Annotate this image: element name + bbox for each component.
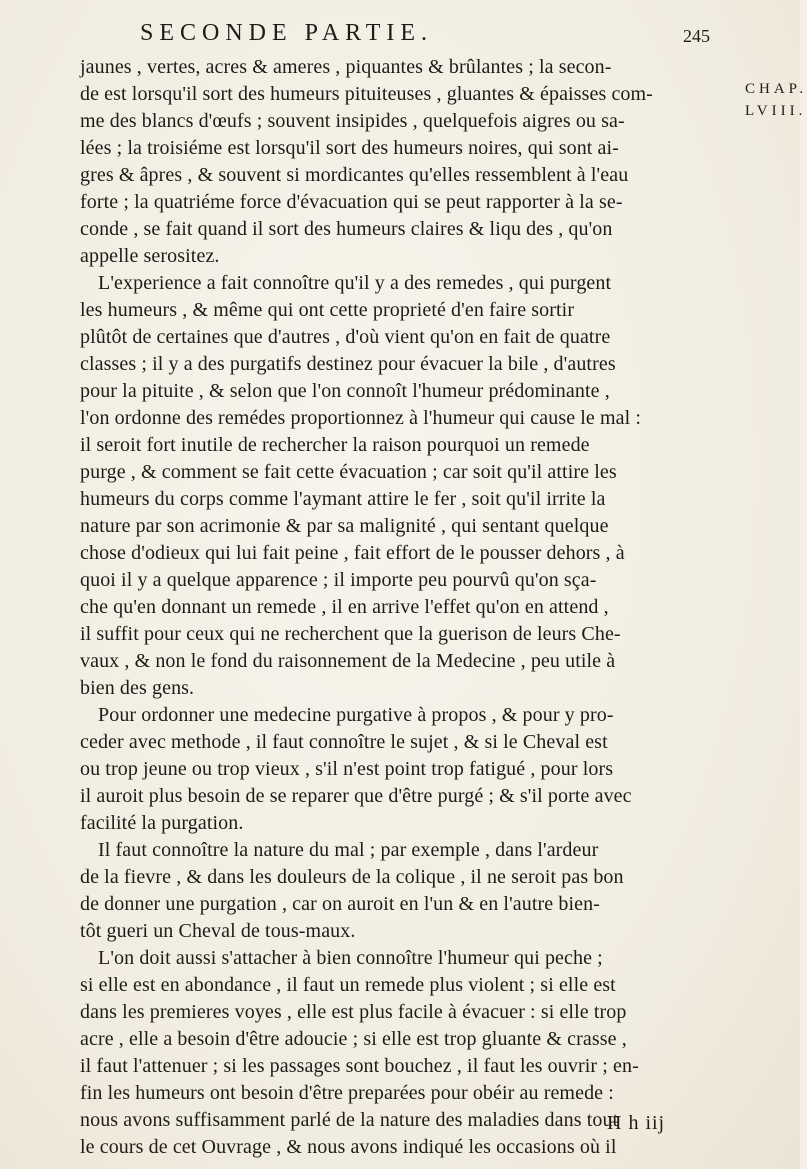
text-line: L'on doit aussi s'attacher à bien connoître l'humeur qui peche ;	[98, 947, 603, 969]
page-number: 245	[683, 26, 710, 46]
text-line: me des blancs d'œufs ; souvent insipides , quelquefois aigres ou sa-	[80, 110, 625, 132]
text-line: quoi il y a quelque apparence ; il importe peu pourvû qu'on sça-	[80, 569, 597, 591]
text-line: de la fievre , & dans les douleurs de la colique , il ne seroit pas bon	[80, 866, 624, 888]
text-line: si elle est en abondance , il faut un remede plus violent ; si elle est	[80, 974, 616, 996]
text-line: L'experience a fait connoître qu'il y a des remedes , qui purgent	[98, 272, 612, 294]
chapter-number: LVIII.	[745, 103, 807, 119]
text-line: purge , & comment se fait cette évacuation ; car soit qu'il attire les	[80, 461, 617, 483]
text-line: appelle serositez.	[80, 245, 220, 267]
page-header	[140, 20, 710, 52]
text-line: gres & âpres , & souvent si mordicantes qu'elles ressemblent à l'eau	[80, 164, 629, 186]
body-text	[80, 54, 735, 1161]
text-line: il faut l'attenuer ; si les passages sont bouchez , il faut les ouvrir ; en-	[80, 1055, 639, 1077]
signature-mark: H h iij	[607, 1112, 666, 1134]
text-line: conde , se fait quand il sort des humeurs claires & liqu des , qu'on	[80, 218, 613, 240]
text-line: classes ; il y a des purgatifs destinez pour évacuer la bile , d'autres	[80, 353, 616, 375]
text-line: plûtôt de certaines que d'autres , d'où vient qu'on en fait de quatre	[80, 326, 611, 348]
text-line: humeurs du corps comme l'aymant attire le fer , soit qu'il irrite la	[80, 488, 606, 510]
text-line: nous avons suffisamment parlé de la nature des maladies dans tout	[80, 1109, 619, 1131]
text-line: vaux , & non le fond du raisonnement de la Medecine , peu utile à	[80, 650, 616, 672]
text-line: bien des gens.	[80, 677, 195, 699]
text-line: l'on ordonne des remédes proportionnez à l'humeur qui cause le mal :	[80, 407, 642, 429]
text-line: il seroit fort inutile de rechercher la raison pourquoi un remede	[80, 434, 590, 456]
text-line: fin les humeurs ont besoin d'être preparées pour obéir au remede :	[80, 1082, 614, 1104]
text-line: de donner une purgation , car on auroit en l'un & en l'autre bien-	[80, 893, 600, 915]
chapter-margin-note	[745, 78, 807, 122]
running-head: SECONDE PARTIE.	[140, 20, 434, 46]
text-line: chose d'odieux qui lui fait peine , fait effort de le pousser dehors , à	[80, 542, 625, 564]
text-line: ou trop jeune ou trop vieux , s'il n'est point trop fatigué , pour lors	[80, 758, 614, 780]
text-line: les humeurs , & même qui ont cette proprieté d'en faire sortir	[80, 299, 575, 321]
text-line: ceder avec methode , il faut connoître le sujet , & si le Cheval est	[80, 731, 608, 753]
text-line: lées ; la troisiéme est lorsqu'il sort des humeurs noires, qui sont ai-	[80, 137, 619, 159]
text-line: dans les premieres voyes , elle est plus facile à évacuer : si elle trop	[80, 1001, 627, 1023]
text-line: che qu'en donnant un remede , il en arrive l'effet qu'on en attend ,	[80, 596, 609, 618]
text-line: jaunes , vertes, acres & ameres , piquantes & brûlantes ; la secon-	[80, 56, 612, 78]
text-line: facilité la purgation.	[80, 812, 244, 834]
text-line: il suffit pour ceux qui ne recherchent que la guerison de leurs Che-	[80, 623, 621, 645]
chapter-label: CHAP.	[745, 81, 807, 97]
text-line: acre , elle a besoin d'être adoucie ; si elle est trop gluante & crasse ,	[80, 1028, 627, 1050]
text-line: forte ; la quatriéme force d'évacuation qui se peut rapporter à la se-	[80, 191, 623, 213]
text-line: nature par son acrimonie & par sa malignité , qui sentant quelque	[80, 515, 609, 537]
text-line: le cours de cet Ouvrage , & nous avons indiqué les occasions où il	[80, 1136, 617, 1158]
text-line: Pour ordonner une medecine purgative à propos , & pour y pro-	[98, 704, 614, 726]
text-line: il auroit plus besoin de se reparer que d'être purgé ; & s'il porte avec	[80, 785, 632, 807]
text-line: pour la pituite , & selon que l'on connoît l'humeur prédominante ,	[80, 380, 610, 402]
text-line: tôt gueri un Cheval de tous-maux.	[80, 920, 356, 942]
text-line: Il faut connoître la nature du mal ; par exemple , dans l'ardeur	[98, 839, 599, 861]
text-line: de est lorsqu'il sort des humeurs pituiteuses , gluantes & épaisses com-	[80, 83, 653, 105]
